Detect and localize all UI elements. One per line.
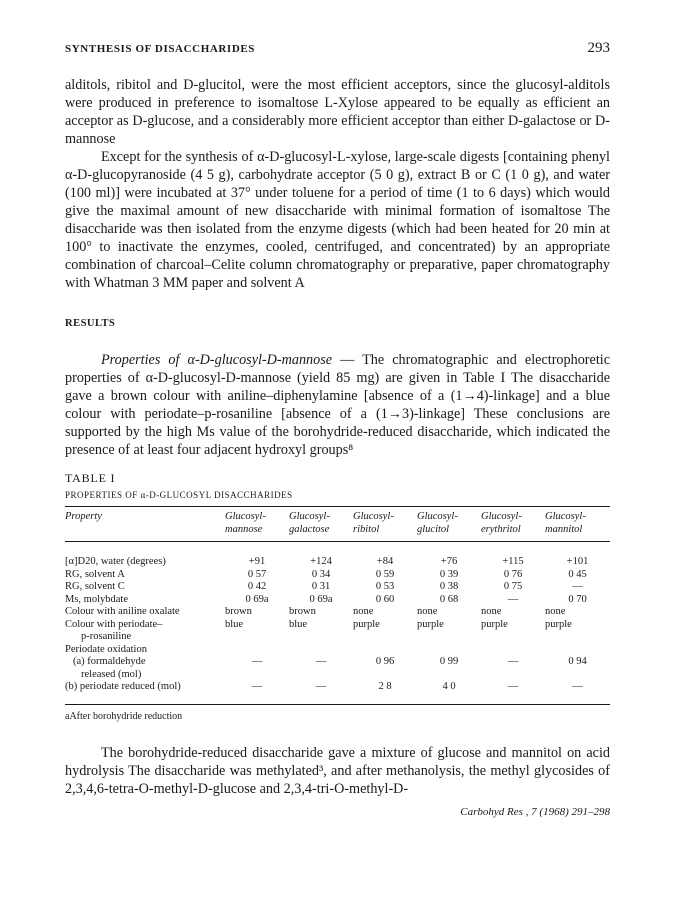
table-cell: +124 [310, 556, 332, 567]
closing-paragraph: The borohydride-reduced disaccharide gave a mixture of glucose and mannitol on acid hydrolysis The disaccharide was methylated³, and after methanolysis, the methyl glycosides of 2,3,4,6-tetra-O-methyl-D-glucose and 2,3,4-tri-O-methyl-D- [65, 744, 610, 797]
table-cell: — [251, 656, 263, 667]
table-cell: +101 [566, 556, 589, 567]
table-cell [353, 644, 417, 657]
table-header-row [65, 507, 610, 542]
table-cell: 0 39 [439, 568, 459, 580]
results-paragraph [65, 351, 610, 459]
row-label: [α]D20, water (degrees) [65, 556, 166, 567]
journal-page [65, 40, 610, 818]
table-cell: 0 70 [568, 593, 587, 605]
table-cell: 0 94 [568, 656, 587, 667]
table-cell: +76 [440, 556, 458, 567]
table-cell: none [481, 606, 502, 617]
intro-paragraph-2: Except for the synthesis of α-D-glucosyl-L-xylose, large-scale digests [containing phenyl α-D-glucopyranoside (4 5 g), carbohydrate acceptor (5 0 g), extract B or C (1 0 g), and water (100 ml)] were incubated at 37° under toluene for a period of time (1 to 6 days) which would give the maximal amount of new disaccharide with minimal formation of isomaltose The disaccharide was then isolated from the enzyme digests (which had been heated for 20 min at 100° to inactivate the enzymes, cooled, centrifuged, and concentrated) by an appropriate combination of charcoal–Celite column chromatography or preparative, paper chromatography with Whatman 3 MM paper and solvent A [65, 149, 610, 291]
table-row [65, 569, 610, 582]
table-cell: +91 [248, 556, 266, 567]
table-cell: 2 8 [378, 681, 392, 692]
table-cell: 0 53 [375, 581, 395, 592]
table-cell: 0 76 [503, 568, 523, 580]
table-cell: 0 42 [247, 581, 267, 592]
running-head: SYNTHESIS OF DISACCHARIDES [65, 43, 256, 55]
header-cell: Glucosyl-erythritol [481, 511, 522, 535]
row-label-line: Colour with periodate– [65, 618, 163, 630]
row-label: Ms, molybdate [65, 593, 128, 605]
table-row [65, 644, 610, 657]
header-cell: Glucosyl-mannitol [545, 511, 586, 535]
row-label: Colour with aniline oxalate [65, 606, 180, 617]
table-footnote: aAfter borohydride reduction [65, 710, 183, 722]
table-row [65, 619, 610, 644]
table-cell: purple [417, 618, 444, 630]
table-cell: — [315, 656, 327, 667]
table-cell: brown [289, 606, 316, 617]
row-label [65, 656, 225, 681]
table-cell [545, 644, 610, 657]
table-cell: 4 0 [442, 681, 456, 692]
table-row [65, 594, 610, 607]
table-caption: PROPERTIES OF α-D-GLUCOSYL DISACCHARIDES [65, 490, 293, 500]
table-row [65, 542, 610, 569]
table-cell: 0 99 [439, 656, 459, 667]
header-cell: Glucosyl-glucitol [417, 511, 458, 535]
table-cell: — [507, 593, 519, 605]
table-cell: 0 59 [375, 568, 395, 580]
table-cell: 0 75 [503, 581, 523, 592]
table-cell: — [315, 681, 327, 692]
row-label-line: released (mol) [81, 668, 142, 680]
table-cell: — [572, 581, 583, 592]
table-cell: 0 45 [568, 568, 587, 580]
table-label: TABLE I [65, 471, 116, 485]
table-cell: none [417, 606, 438, 617]
table-cell: — [507, 681, 519, 692]
table-cell: 0 60 [375, 593, 395, 605]
results-text: — The chromatographic and electrophoretic properties of α-D-glucosyl-D-mannose (yield 85 mg) are given in Table I The disaccharide gave a brown colour with aniline–diphenylamine [absence of a (1→4)-linkage] and a blue colour with periodate–p-rosaniline [absence of a (1→3)-linkage] These conclusions are supported by the high Ms value of the borohydride-reduced disaccharide, which indicated the presence of at least four adjacent hydroxyl groups⁸ [65, 352, 610, 458]
table-cell: 0 96 [375, 656, 395, 667]
table-row [65, 606, 610, 619]
journal-citation: Carbohyd Res , 7 (1968) 291–298 [460, 805, 610, 818]
row-label-line: p-rosaniline [81, 631, 132, 642]
table-cell: — [507, 656, 519, 667]
table-cell: +115 [502, 556, 524, 567]
header-cell: Glucosyl-ribitol [353, 511, 394, 535]
table-cell: blue [289, 618, 308, 630]
table-cell: none [353, 606, 374, 617]
table-cell [289, 644, 353, 657]
row-label: RG, solvent A [65, 568, 125, 580]
header-cell: Property [65, 511, 102, 522]
results-subheading: Properties of α-D-glucosyl-D-mannose [101, 352, 333, 368]
row-label: RG, solvent C [65, 581, 125, 592]
table-cell: brown [225, 606, 252, 617]
table-cell: purple [353, 618, 380, 630]
table-cell: 0 69a [245, 593, 269, 605]
table-cell: purple [545, 618, 572, 630]
table-cell [417, 644, 481, 657]
table-row [65, 656, 610, 681]
row-label: Periodate oxidation [65, 643, 147, 655]
table-cell: blue [225, 618, 244, 630]
header-cell: Glucosyl-mannose [225, 511, 266, 535]
table-cell: 0 34 [311, 568, 331, 580]
intro-paragraph-1: alditols, ribitol and D-glucitol, were the most efficient acceptors, since the glucosyl-alditols were produced in preference to isomaltose L-Xylose appeared to be equally as efficient an acceptor as D-glucose, and a considerably more efficient acceptor than either D-galactose or D-mannose [65, 77, 610, 147]
properties-table [65, 506, 610, 705]
row-label: (b) periodate reduced (mol) [65, 681, 181, 692]
table-cell: 0 69a [309, 593, 333, 605]
table-cell: 0 31 [311, 581, 331, 592]
table-cell: 0 57 [247, 568, 267, 580]
table-cell: purple [481, 618, 508, 630]
table-row [65, 681, 610, 704]
header-cell: Glucosyl-galactose [289, 511, 330, 535]
table-cell: 0 68 [439, 593, 459, 605]
table-cell: none [545, 606, 566, 617]
table-cell: 0 38 [439, 581, 459, 592]
table-cell: +84 [376, 556, 394, 567]
results-heading: RESULTS [65, 318, 116, 329]
row-label [65, 619, 225, 644]
table-row [65, 581, 610, 594]
table-cell: — [251, 681, 263, 692]
row-label-line: (a) formaldehyde [73, 656, 146, 667]
page-number: 293 [587, 40, 610, 56]
table-cell [225, 644, 289, 657]
page-header [65, 40, 610, 64]
table-cell: — [572, 681, 583, 692]
table-cell [481, 644, 545, 657]
